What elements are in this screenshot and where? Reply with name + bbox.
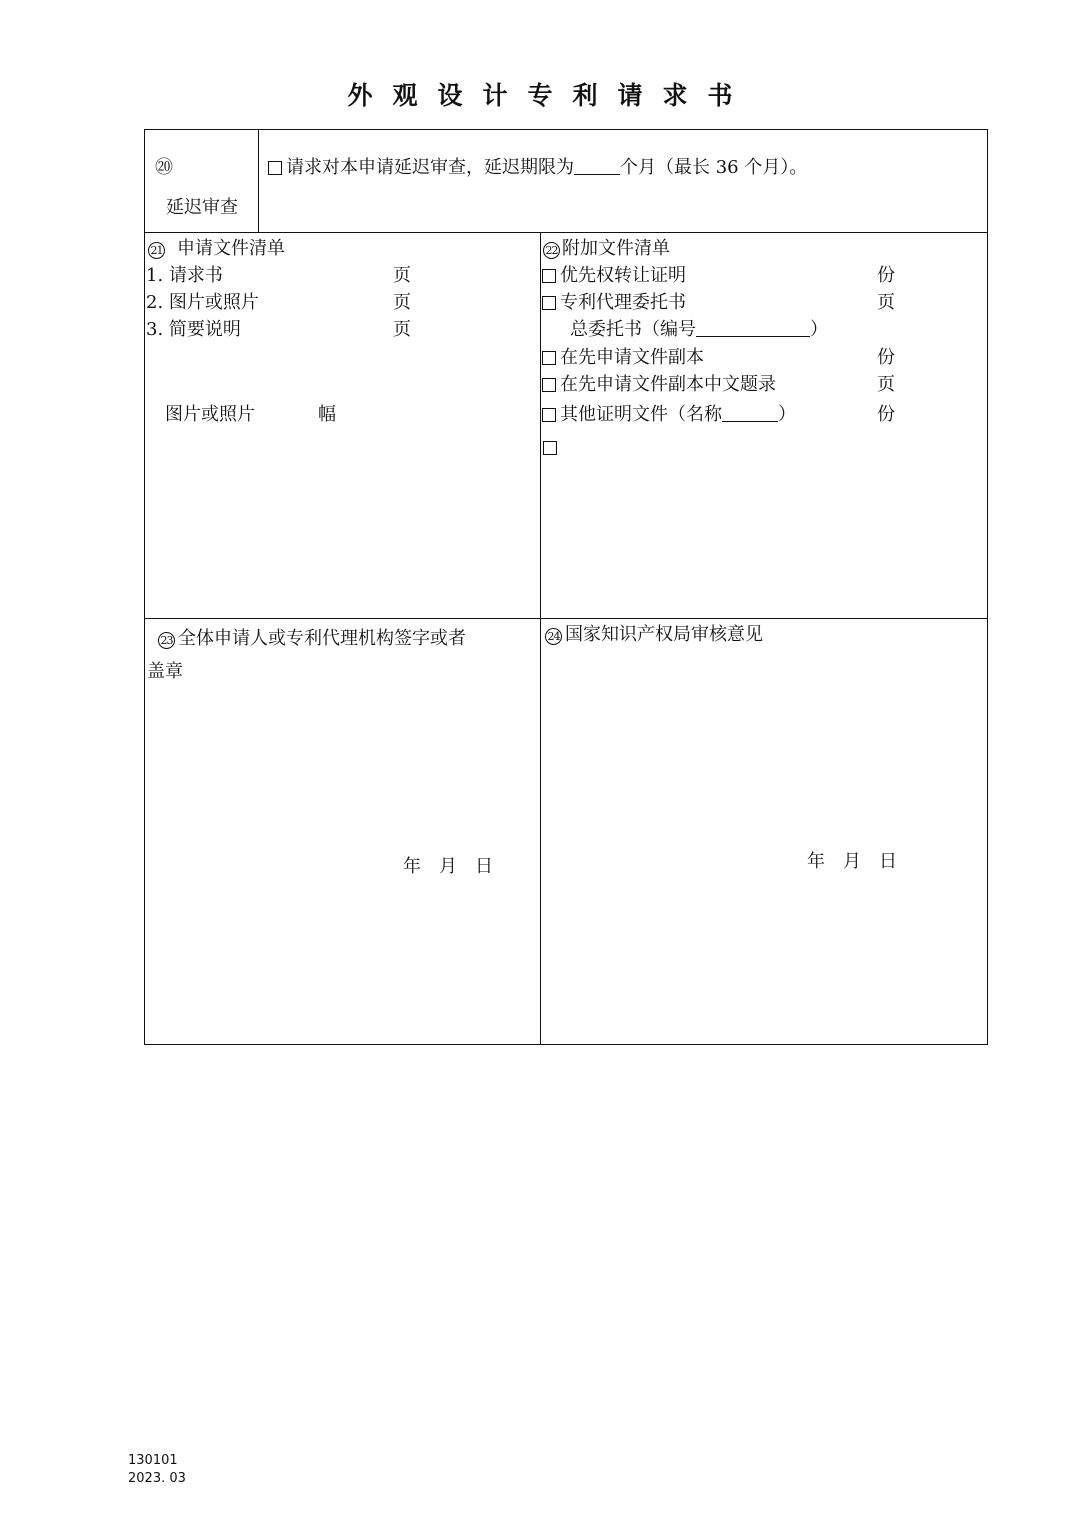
s21-figures-unit: 幅	[318, 404, 336, 425]
form-code: 130101	[128, 1453, 178, 1468]
table-right-border	[987, 129, 988, 1045]
s21-item-unit: 页	[393, 265, 411, 286]
s24-date: 年 月 日	[807, 851, 897, 872]
s21-item-unit: 页	[393, 292, 411, 313]
s22-header	[543, 238, 670, 260]
general-poa-number-blank[interactable]	[696, 320, 810, 337]
s21-figures-label: 图片或照片	[165, 404, 255, 425]
s22-item-checkbox[interactable]	[542, 269, 556, 283]
s22-item-label: 在先申请文件副本中文题录	[560, 374, 776, 395]
s21-header	[148, 238, 285, 260]
s22-other	[542, 404, 796, 426]
other-prefix: 其他证明文件（名称	[560, 404, 722, 425]
s22-item-unit: 页	[877, 374, 895, 395]
s20-text-after: 个月（最长 36 个月）。	[620, 157, 808, 178]
column-divider	[540, 232, 541, 1045]
s22-item	[542, 374, 776, 396]
s23-date: 年 月 日	[403, 856, 493, 877]
s22-general-poa	[570, 319, 828, 341]
row-divider-2	[144, 618, 988, 619]
s22-item-checkbox[interactable]	[542, 378, 556, 392]
s22-item-unit: 份	[877, 265, 895, 286]
row-divider-1	[144, 232, 988, 233]
s24-header	[545, 624, 763, 646]
s22-extra-checkbox[interactable]	[543, 441, 557, 455]
s20-label: 延迟审查	[166, 197, 238, 218]
other-suffix: ）	[778, 404, 796, 425]
form-version: 2023. 03	[128, 1471, 186, 1486]
s22-item	[542, 347, 704, 369]
s22-item-checkbox[interactable]	[542, 296, 556, 310]
s24-heading: 国家知识产权局审核意见	[565, 624, 763, 645]
s22-item-label: 优先权转让证明	[560, 265, 686, 286]
s20-request	[268, 157, 807, 179]
s22-item-unit: 页	[877, 292, 895, 313]
s22-item	[542, 265, 686, 287]
general-poa-suffix: ）	[810, 319, 828, 340]
s22-number: 22	[543, 242, 560, 259]
form-title: 外观设计专利请求书	[347, 81, 753, 110]
table-bottom-border	[144, 1044, 988, 1045]
s20-number: ⑳	[155, 157, 173, 178]
s22-other-checkbox[interactable]	[542, 408, 556, 422]
table-left-border	[144, 129, 145, 1045]
delay-exam-checkbox[interactable]	[268, 161, 282, 175]
other-name-blank[interactable]	[722, 405, 778, 422]
general-poa-prefix: 总委托书（编号	[570, 319, 696, 340]
delay-months-blank[interactable]	[574, 158, 620, 175]
s23-header	[158, 628, 466, 650]
table-top-border	[144, 129, 988, 130]
s20-text-before: 请求对本申请延迟审查，延迟期限为	[286, 157, 574, 178]
s22-item-label: 专利代理委托书	[560, 292, 686, 313]
s22-heading: 附加文件清单	[562, 238, 670, 259]
s24-number: 24	[545, 628, 562, 645]
s22-item-label: 在先申请文件副本	[560, 347, 704, 368]
s21-item-label: 2. 图片或照片	[146, 292, 259, 313]
s21-item-label: 1. 请求书	[146, 265, 223, 286]
s22-item-unit: 份	[877, 347, 895, 368]
s22-item-checkbox[interactable]	[542, 351, 556, 365]
s20-label-divider	[258, 129, 259, 233]
s21-heading: 申请文件清单	[177, 238, 285, 259]
s22-item	[542, 292, 686, 314]
s23-heading-line2: 盖章	[147, 661, 183, 682]
s21-number: 21	[148, 242, 165, 259]
s21-item-label: 3. 简要说明	[146, 319, 241, 340]
s23-number: 23	[158, 632, 175, 649]
s21-item-unit: 页	[393, 319, 411, 340]
s23-heading-line1: 全体申请人或专利代理机构签字或者	[178, 628, 466, 649]
s22-other-unit: 份	[877, 404, 895, 425]
